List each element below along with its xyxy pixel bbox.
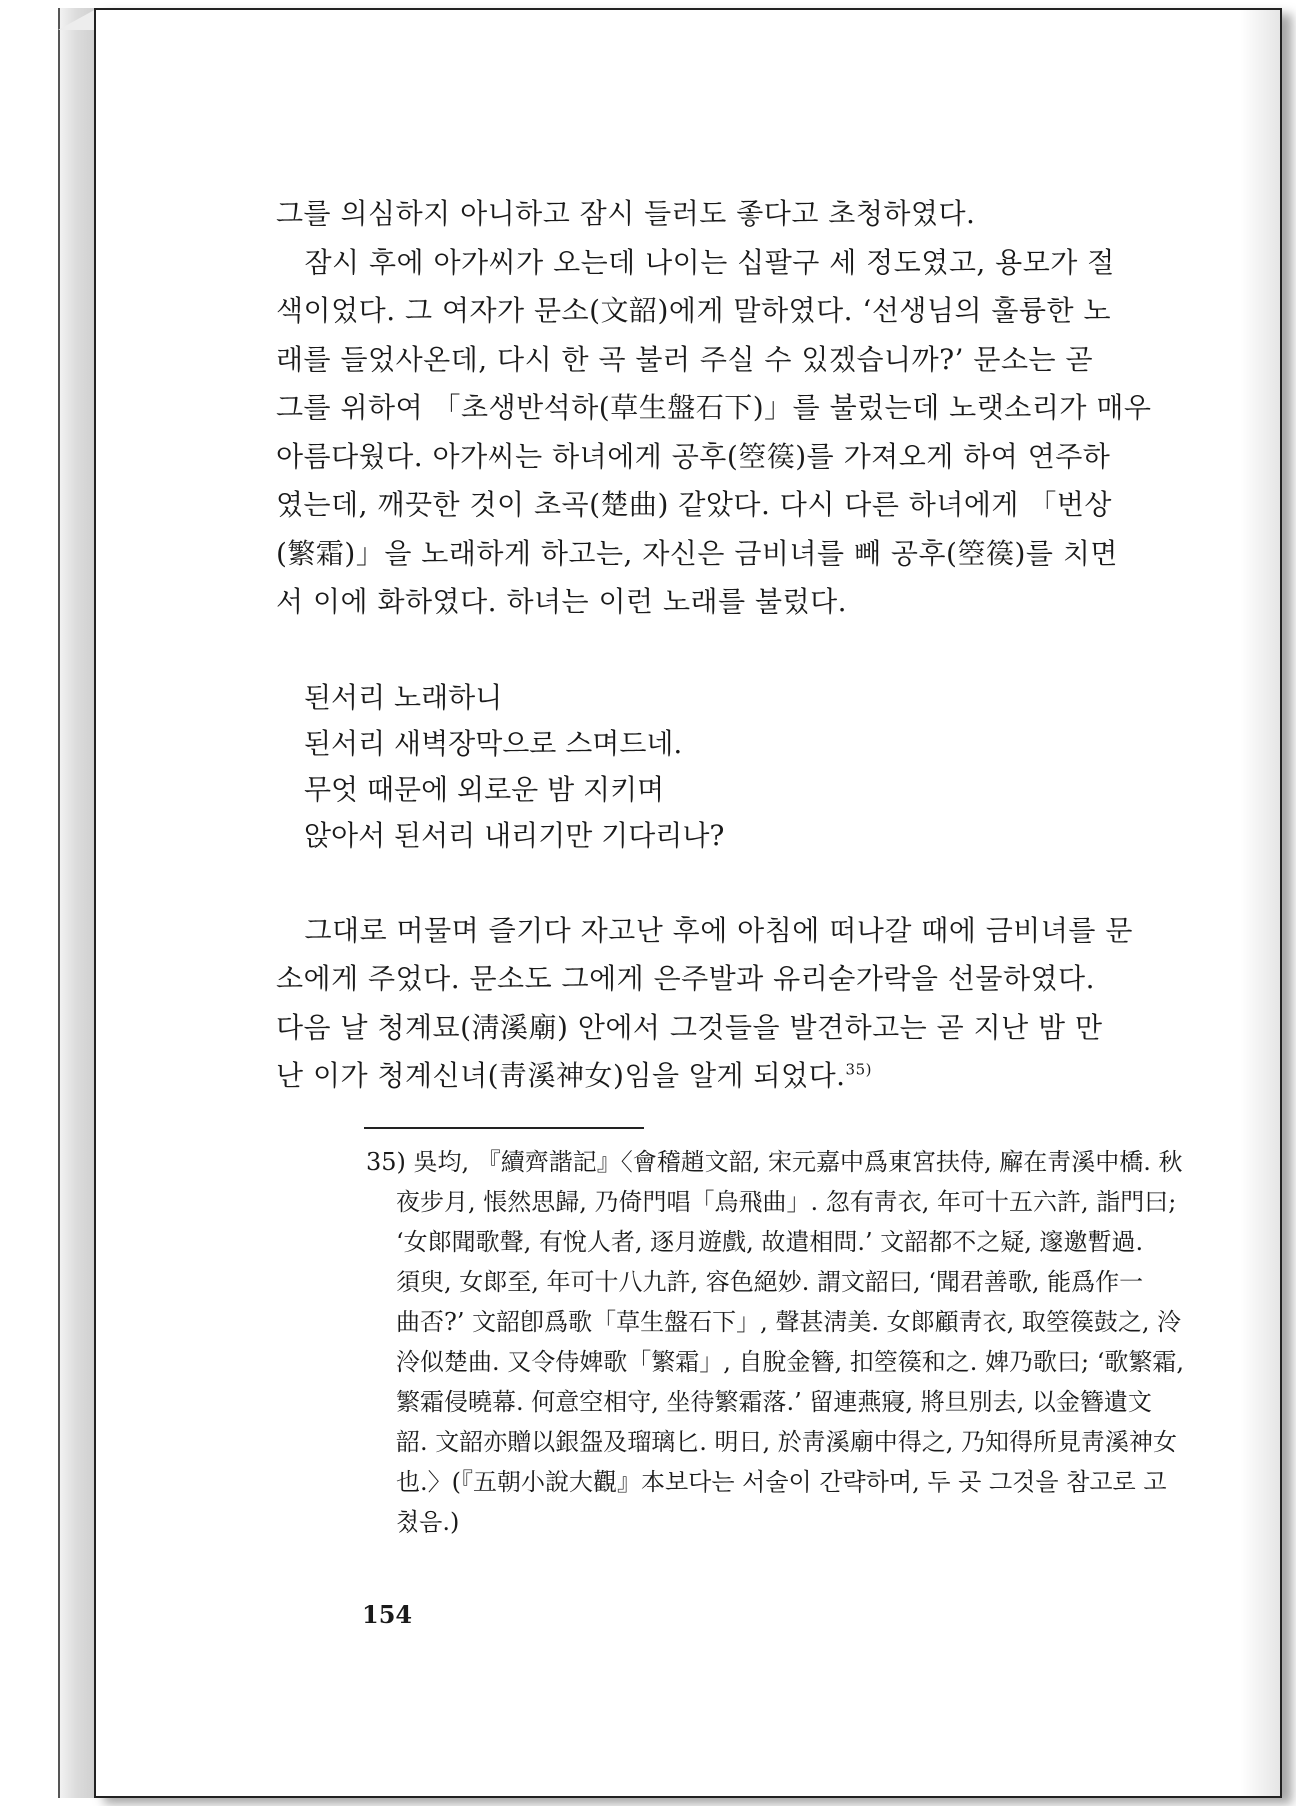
- text-line: [276, 1052, 1216, 1101]
- footnote-divider: [364, 1127, 644, 1129]
- poem-line: 무엇 때문에 외로운 밤 지키며: [304, 772, 665, 806]
- text-line: 다음 날 청계묘(淸溪廟) 안에서 그것들을 발견하고는 곧 지난 밤 만: [276, 1010, 1103, 1044]
- footnote-reference[interactable]: 35): [845, 1060, 872, 1079]
- poem-line: 앉아서 된서리 내리기만 기다리나?: [304, 818, 725, 852]
- text-line: 였는데, 깨끗한 것이 초곡(楚曲) 같았다. 다시 다른 하녀에게 「번상: [276, 488, 1112, 521]
- footnote-line: 也.〉(『五朝小說大觀』本보다는 서술이 간략하며, 두 곳 그것을 참고로 고: [396, 1468, 1167, 1496]
- page-edge-shadow: [1240, 10, 1280, 1796]
- poem-line: 된서리 노래하니: [304, 680, 503, 714]
- spacer: [276, 627, 1216, 675]
- footnote-line: 須臾, 女郞至, 年可十八九許, 容色絕妙. 謂文韶曰, ‘聞君善歌, 能爲作一: [396, 1268, 1144, 1296]
- page: [94, 8, 1282, 1798]
- closing-last-text: 난 이가 청계신녀(靑溪神女)임을 알게 되었다.: [276, 1059, 846, 1092]
- footnote-line: 쳤음.): [396, 1508, 460, 1536]
- text-line: 그를 의심하지 아니하고 잠시 들러도 좋다고 초청하였다.: [276, 197, 976, 230]
- text-line: 그를 위하여 「초생반석하(草生盤石下)」를 불렀는데 노랫소리가 매우: [276, 391, 1152, 424]
- text-line: 서 이에 화하였다. 하녀는 이런 노래를 불렀다.: [276, 585, 848, 618]
- text-line: 그대로 머물며 즐기다 자고난 후에 아침에 떠나갈 때에 금비녀를 문: [276, 913, 1133, 947]
- footnote-line: 曲否?’ 文韶卽爲歌「草生盤石下」, 聲甚淸美. 女郞顧靑衣, 取箜篌鼓之, 泠: [396, 1308, 1182, 1336]
- text-line: (繁霜)」을 노래하게 하고는, 자신은 금비녀를 빼 공후(箜篌)를 치면: [276, 536, 1118, 570]
- footnote-line: 夜步月, 悵然思歸, 乃倚門唱「烏飛曲」. 忽有靑衣, 年可十五六許, 詣門曰;: [396, 1188, 1177, 1216]
- text-line: 소에게 주었다. 문소도 그에게 은주발과 유리숟가락을 선물하였다.: [276, 962, 1096, 995]
- footnote: [366, 1142, 1206, 1542]
- main-text: [276, 190, 1216, 1101]
- footnote-line: 泠似楚曲. 又令侍婢歌「繁霜」, 自脫金簪, 扣箜篌和之. 婢乃歌曰; ‘歌繁霜,: [396, 1348, 1185, 1376]
- footnote-line: 韶. 文韶亦贈以銀盌及瑠璃匕. 明日, 於靑溪廟中得之, 乃知得所見靑溪神女: [396, 1428, 1178, 1456]
- poem: [276, 675, 1216, 859]
- page-number: 154: [362, 1600, 413, 1629]
- text-line: 아름다웠다. 아가씨는 하녀에게 공후(箜篌)를 가져오게 하여 연주하: [276, 439, 1111, 473]
- footnote-line: 35) 吳均, 『續齊諧記』〈會稽趙文韶, 宋元嘉中爲東宮扶侍, 廨在靑溪中橋. 秋: [366, 1148, 1183, 1176]
- footnote-line: 繁霜侵曉幕. 何意空相守, 坐待繁霜落.’ 留連燕寢, 將旦別去, 以金簪遺文: [396, 1388, 1152, 1416]
- book-spine: [58, 8, 96, 1798]
- poem-line: 된서리 새벽장막으로 스며드네.: [304, 726, 683, 760]
- text-line: 잠시 후에 아가씨가 오는데 나이는 십팔구 세 정도였고, 용모가 절: [276, 245, 1115, 279]
- footnote-line: ‘女郞聞歌聲, 有悅人者, 逐月遊戲, 故遣相問.’ 文韶都不之疑, 邃邀暫過.: [396, 1228, 1144, 1256]
- spacer: [276, 859, 1216, 907]
- text-line: 색이었다. 그 여자가 문소(文韶)에게 말하였다. ‘선생님의 훌륭한 노: [276, 294, 1112, 327]
- text-line: 래를 들었사온데, 다시 한 곡 불러 주실 수 있겠습니까?’ 문소는 곧: [276, 342, 1094, 376]
